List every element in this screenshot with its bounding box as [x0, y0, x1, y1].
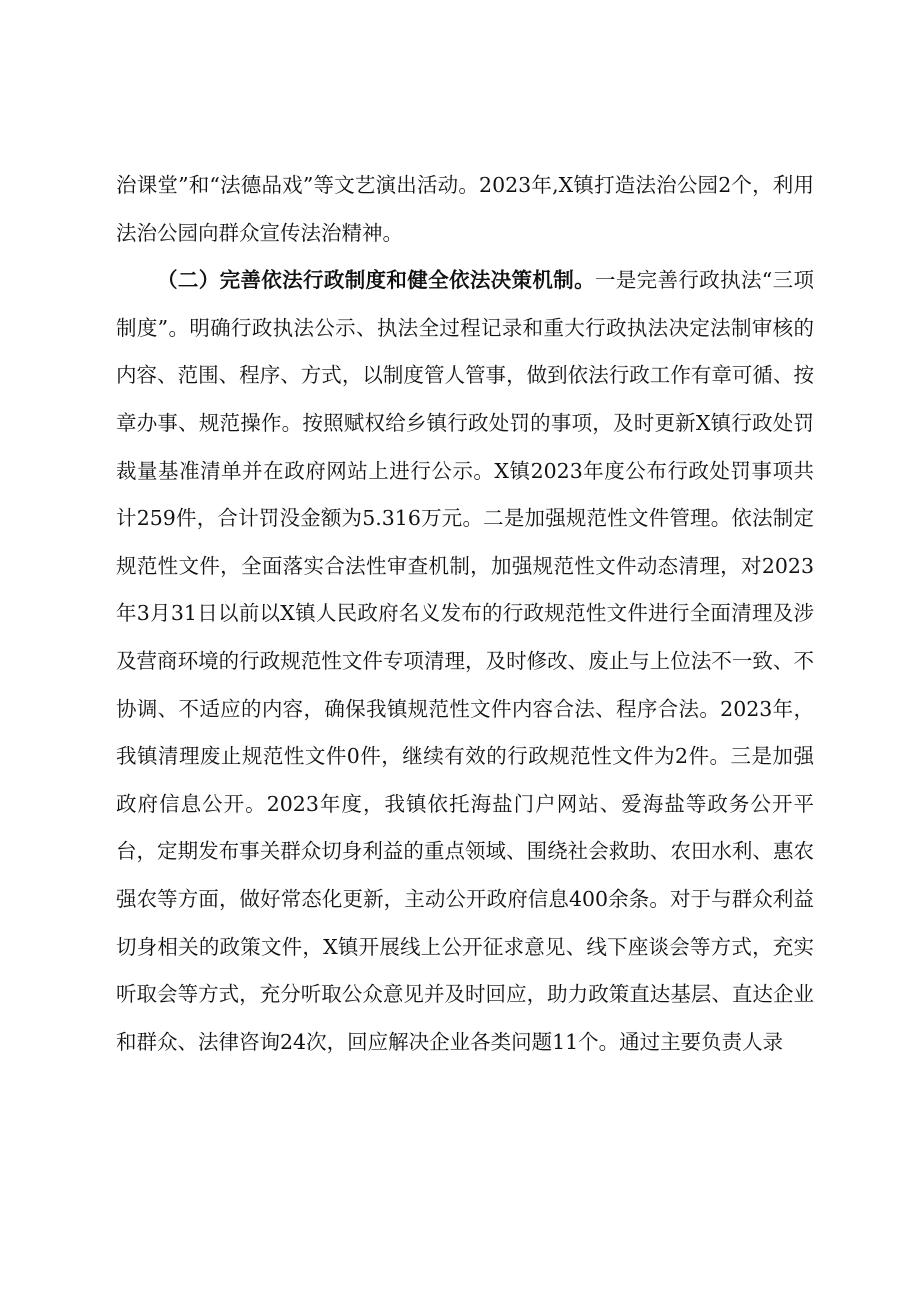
section-heading: （二）完善依法行政制度和健全依法决策机制。 — [157, 268, 595, 293]
document-body — [116, 162, 814, 1066]
section-body: 一是完善行政执法“三项制度”。明确行政执法公示、执法全过程记录和重大行政执法决定法制审核的内容、范围、程序、方式，以制度管人管事，做到依法行政工作有章可循、按章办事、规范操作。按照赋权给乡镇行政处罚的事项，及时更新X镇行政处罚裁量基准清单并在政府网站上进行公示。X镇2023年度公布行政处罚事项共计259件，合计罚没金额为5.316万元。二是加强规范性文件管理。依法制定规范性文件，全面落实合法性审查机制，加强规范性文件动态清理，对2023年3月31日以前以X镇人民政府名义发布的行政规范性文件进行全面清理及涉及营商环境的行政规范性文件专项清理，及时修改、废止与上位法不一致、不协调、不适应的内容，确保我镇规范性文件内容合法、程序合法。2023年，我镇清理废止规范性文件0件，继续有效的行政规范性文件为2件。三是加强政府信息公开。2023年度，我镇依托海盐门户网站、爱海盐等政务公开平台，定期发布事关群众切身利益的重点领域、围绕社会救助、农田水利、惠农强农等方面，做好常态化更新，主动公开政府信息400余条。对于与群众利益切身相关的政策文件，X镇开展线上公开征求意见、线下座谈会等方式，充实听取会等方式，充分听取公众意见并及时回应，助力政策直达基层、直达企业和群众、法律咨询24次，回应解决企业各类问题11个。通过主要负责人录 — [116, 268, 815, 1054]
paragraph-section-two — [116, 257, 814, 1066]
paragraph-continued: 治课堂”和“法德品戏”等文艺演出活动。2023年,X镇打造法治公园2个，利用法治公园向群众宣传法治精神。 — [116, 173, 814, 245]
